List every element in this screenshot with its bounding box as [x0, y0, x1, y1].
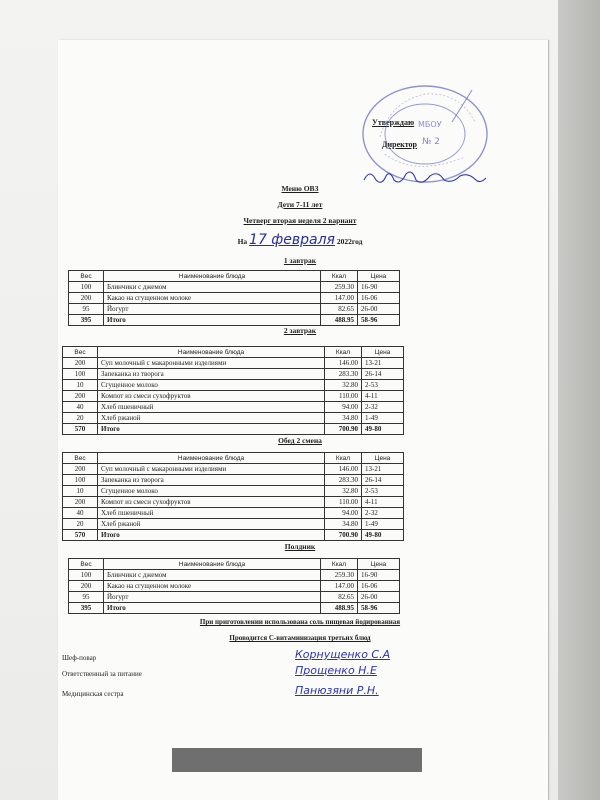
cell-price: 13-21: [362, 358, 404, 369]
date-prefix: На: [237, 237, 248, 246]
total-row: [63, 424, 404, 435]
cell-price: 26-14: [362, 369, 404, 380]
cell-weight: 200: [69, 581, 104, 592]
cell-kcal: 488.95: [321, 315, 358, 326]
cell-weight: 395: [69, 603, 104, 614]
cell-price: 16-90: [358, 282, 400, 293]
table-row: [69, 592, 400, 603]
cell-kcal: 700.90: [325, 424, 362, 435]
role-chef: Шеф-повар: [62, 654, 97, 662]
cell-kcal: 110.00: [325, 391, 362, 402]
cell-name: Компот из смеси сухофруктов: [98, 497, 325, 508]
cell-price: 1-49: [362, 519, 404, 530]
cell-weight: 20: [63, 519, 98, 530]
cell-kcal: 283.30: [325, 369, 362, 380]
cell-price: 49-80: [362, 424, 404, 435]
cell-weight: 95: [69, 304, 104, 315]
cell-weight: 200: [63, 464, 98, 475]
table-row: [63, 519, 404, 530]
table-row: [63, 380, 404, 391]
cell-kcal: 32.80: [325, 486, 362, 497]
cell-price: 26-00: [358, 304, 400, 315]
role-nutrition: Ответственный за питание: [62, 670, 142, 678]
table-row: [69, 282, 400, 293]
date-line: [0, 232, 600, 248]
col-price: Цена: [362, 347, 404, 358]
cell-kcal: 147.00: [321, 293, 358, 304]
table-header-row: [63, 347, 404, 358]
cell-price: 16-06: [358, 581, 400, 592]
date-suffix: 2022год: [336, 237, 363, 246]
cell-kcal: 259.30: [321, 282, 358, 293]
cell-kcal: 82.65: [321, 304, 358, 315]
table-row: [63, 391, 404, 402]
cell-name: Сгущенное молоко: [98, 486, 325, 497]
page-edge-line: [548, 40, 549, 800]
cell-price: 58-96: [358, 603, 400, 614]
col-name: Наименование блюда: [98, 347, 325, 358]
cell-price: 2-32: [362, 402, 404, 413]
cell-name: Запеканка из творога: [98, 369, 325, 380]
table-header-row: [69, 559, 400, 570]
cell-price: 2-53: [362, 486, 404, 497]
svg-text:№ 2: № 2: [422, 137, 440, 147]
cell-weight: 10: [63, 380, 98, 391]
col-kcal: Ккал: [325, 453, 362, 464]
approved-label: Утверждаю: [372, 118, 415, 127]
total-row: [69, 603, 400, 614]
table-header-row: [63, 453, 404, 464]
date-handwritten: 17 февраля: [249, 232, 335, 248]
cell-name: Хлеб ржаной: [98, 519, 325, 530]
cell-weight: 395: [69, 315, 104, 326]
cell-weight: 200: [63, 391, 98, 402]
sheet-edge: [558, 0, 600, 800]
col-kcal: Ккал: [321, 559, 358, 570]
col-price: Цена: [358, 271, 400, 282]
cell-kcal: 146.00: [325, 358, 362, 369]
col-name: Наименование блюда: [104, 559, 321, 570]
role-nurse: Медицинская сестра: [62, 690, 124, 698]
cell-price: 16-06: [358, 293, 400, 304]
cell-price: 2-32: [362, 508, 404, 519]
cell-price: 26-00: [358, 592, 400, 603]
cell-price: 26-14: [362, 475, 404, 486]
table-row: [63, 486, 404, 497]
col-weight: Вес: [63, 347, 98, 358]
col-weight: Вес: [69, 271, 104, 282]
cell-kcal: 283.30: [325, 475, 362, 486]
director-label: Директор: [382, 140, 417, 149]
cell-kcal: 700.90: [325, 530, 362, 541]
cell-name: Йогурт: [104, 304, 321, 315]
signature-chef: Корнущенко С.А: [295, 648, 391, 661]
cell-name: Хлеб пшеничный: [98, 508, 325, 519]
col-price: Цена: [358, 559, 400, 570]
cell-weight: 100: [63, 369, 98, 380]
cell-kcal: 259.30: [321, 570, 358, 581]
total-row: [69, 315, 400, 326]
scan-artifact-bar: [172, 748, 422, 772]
signature-nurse: Панюзяни Р.Н.: [295, 684, 379, 697]
cell-price: 49-80: [362, 530, 404, 541]
cell-name: Запеканка из творога: [98, 475, 325, 486]
cell-weight: 40: [63, 508, 98, 519]
col-weight: Вес: [69, 559, 104, 570]
table-row: [63, 369, 404, 380]
cell-weight: 100: [69, 282, 104, 293]
table-row: [63, 402, 404, 413]
cell-kcal: 32.80: [325, 380, 362, 391]
table-row: [69, 304, 400, 315]
cell-weight: 10: [63, 486, 98, 497]
cell-price: 4-11: [362, 391, 404, 402]
cell-name: Блинчики с джемом: [104, 570, 321, 581]
table-row: [63, 358, 404, 369]
cell-weight: 100: [69, 570, 104, 581]
cell-price: 1-49: [362, 413, 404, 424]
col-name: Наименование блюда: [104, 271, 321, 282]
table-row: [63, 508, 404, 519]
cell-name: Суп молочный с макаронными изделиями: [98, 464, 325, 475]
cell-price: 58-96: [358, 315, 400, 326]
col-kcal: Ккал: [321, 271, 358, 282]
cell-kcal: 147.00: [321, 581, 358, 592]
cell-weight: 200: [69, 293, 104, 304]
cell-weight: 40: [63, 402, 98, 413]
cell-name: Хлеб пшеничный: [98, 402, 325, 413]
cell-kcal: 94.00: [325, 508, 362, 519]
cell-name: Йогурт: [104, 592, 321, 603]
table-header-row: [69, 271, 400, 282]
cell-name: Хлеб ржаной: [98, 413, 325, 424]
cell-kcal: 146.00: [325, 464, 362, 475]
table-row: [63, 464, 404, 475]
table-row: [63, 497, 404, 508]
cell-kcal: 110.00: [325, 497, 362, 508]
menu-table-breakfast-2: [62, 346, 404, 435]
section-title-lunch: Обед 2 смена: [278, 436, 322, 445]
cell-weight: 570: [63, 424, 98, 435]
menu-table-snack: [68, 558, 400, 614]
cell-name: Итого: [104, 603, 321, 614]
cell-name: Итого: [98, 424, 325, 435]
cell-weight: 200: [63, 497, 98, 508]
menu-table-lunch: [62, 452, 404, 541]
cell-price: 13-21: [362, 464, 404, 475]
signature-nutrition: Прощенко Н.Е: [295, 664, 377, 677]
cell-name: Сгущенное молоко: [98, 380, 325, 391]
section-title-breakfast-1: 1 завтрак: [283, 256, 317, 265]
age-group: Дети 7-11 лет: [277, 200, 323, 209]
salt-note: При приготовлении использована соль пищевая йодированная: [199, 618, 401, 626]
menu-table-breakfast-1: [68, 270, 400, 326]
section-title-breakfast-2: 2 завтрак: [283, 326, 317, 335]
table-row: [69, 581, 400, 592]
cell-name: Итого: [98, 530, 325, 541]
cell-name: Какао на сгущенном молоке: [104, 293, 321, 304]
cell-weight: 95: [69, 592, 104, 603]
col-price: Цена: [362, 453, 404, 464]
cell-weight: 100: [63, 475, 98, 486]
week-label: Четверг вторая неделя 2 вариант: [243, 216, 357, 225]
cell-kcal: 82.65: [321, 592, 358, 603]
col-weight: Вес: [63, 453, 98, 464]
cell-kcal: 488.95: [321, 603, 358, 614]
col-kcal: Ккал: [325, 347, 362, 358]
cell-price: 16-90: [358, 570, 400, 581]
col-name: Наименование блюда: [98, 453, 325, 464]
cell-weight: 200: [63, 358, 98, 369]
menu-title: Меню ОВЗ: [281, 184, 319, 193]
svg-text:МБОУ: МБОУ: [418, 120, 442, 129]
cell-weight: 570: [63, 530, 98, 541]
table-row: [63, 413, 404, 424]
cell-kcal: 34.80: [325, 519, 362, 530]
cell-weight: 20: [63, 413, 98, 424]
table-row: [63, 475, 404, 486]
table-row: [69, 570, 400, 581]
cell-name: Итого: [104, 315, 321, 326]
cell-name: Блинчики с джемом: [104, 282, 321, 293]
cell-price: 2-53: [362, 380, 404, 391]
cell-name: Компот из смеси сухофруктов: [98, 391, 325, 402]
cell-kcal: 34.80: [325, 413, 362, 424]
cell-price: 4-11: [362, 497, 404, 508]
cell-kcal: 94.00: [325, 402, 362, 413]
section-title-snack: Полдник: [284, 542, 316, 551]
total-row: [63, 530, 404, 541]
vitamin-note: Проводится С-витаминизация третьих блюд: [229, 634, 371, 642]
cell-name: Какао на сгущенном молоке: [104, 581, 321, 592]
cell-name: Суп молочный с макаронными изделиями: [98, 358, 325, 369]
table-row: [69, 293, 400, 304]
